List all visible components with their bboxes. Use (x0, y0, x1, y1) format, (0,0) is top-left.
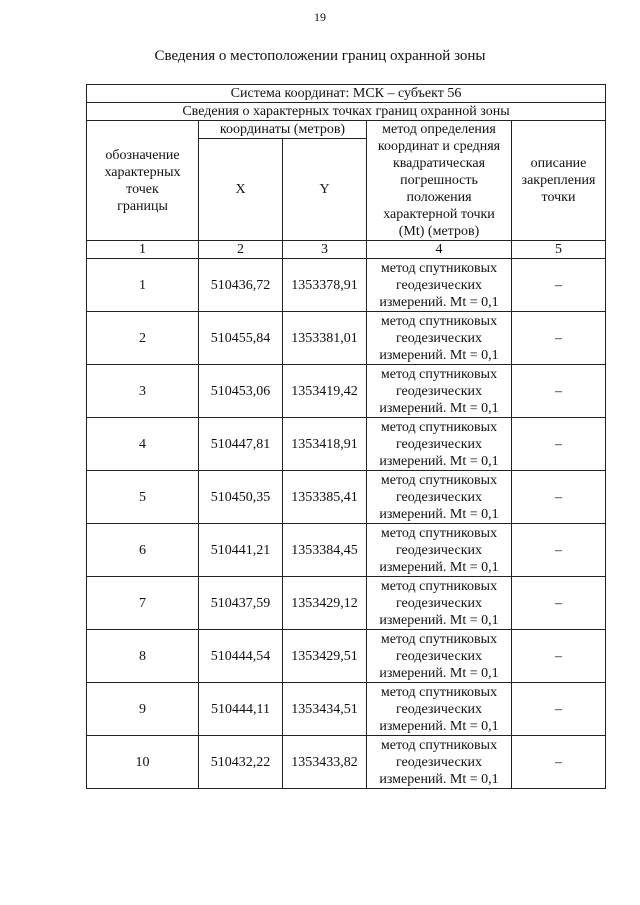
table-row (87, 630, 606, 683)
fixing-description: – (512, 683, 606, 736)
method-line: метод спутниковых (380, 419, 498, 435)
method-line: геодезических (395, 648, 482, 664)
fixing-description: – (512, 524, 606, 577)
column-number: 3 (283, 241, 367, 259)
method-line: измерений. Mt = 0,1 (379, 294, 499, 310)
method-cell (367, 736, 512, 789)
point-number: 4 (87, 418, 199, 471)
header-designation-line: обозначение (105, 147, 180, 163)
method-line: геодезических (395, 277, 482, 293)
table-row (87, 577, 606, 630)
page-number: 19 (314, 10, 326, 24)
method-line: метод спутниковых (380, 260, 498, 276)
table-body (87, 259, 606, 789)
header-description-line: описание (530, 156, 587, 171)
header-designation-line: границы (117, 198, 168, 214)
table-row (87, 312, 606, 365)
point-number: 3 (87, 365, 199, 418)
method-line: измерений. Mt = 0,1 (379, 665, 499, 681)
method-cell (367, 418, 512, 471)
method-line: геодезических (395, 330, 482, 346)
header-method-line: метод определения (382, 122, 496, 137)
fixing-description: – (512, 418, 606, 471)
header-description-line: точки (541, 190, 576, 205)
header-y: Y (283, 139, 367, 241)
header-method-line: координат и средняя (377, 139, 501, 154)
point-number: 9 (87, 683, 199, 736)
method-cell (367, 524, 512, 577)
fixing-description: – (512, 259, 606, 312)
table-row (87, 524, 606, 577)
header-description-line: закрепления (521, 173, 596, 188)
header-designation-line: точек (126, 181, 159, 197)
method-line: метод спутниковых (380, 525, 498, 541)
column-number: 4 (367, 241, 512, 259)
coord-x: 510436,72 (199, 259, 283, 312)
fixing-description: – (512, 577, 606, 630)
table-row (87, 683, 606, 736)
header-coordinates: координаты (метров) (199, 121, 367, 139)
method-line: геодезических (395, 542, 482, 558)
coord-system-header: Система координат: МСК – субъект 56 (87, 85, 606, 103)
column-number: 5 (512, 241, 606, 259)
fixing-description: – (512, 630, 606, 683)
coord-x: 510432,22 (199, 736, 283, 789)
method-line: измерений. Mt = 0,1 (379, 400, 499, 416)
method-line: метод спутниковых (380, 313, 498, 329)
coord-x: 510441,21 (199, 524, 283, 577)
method-line: метод спутниковых (380, 578, 498, 594)
coord-x: 510447,81 (199, 418, 283, 471)
method-line: метод спутниковых (380, 366, 498, 382)
method-line: геодезических (395, 489, 482, 505)
method-line: геодезических (395, 701, 482, 717)
point-number: 5 (87, 471, 199, 524)
header-designation-line: характерных (104, 164, 181, 180)
method-line: измерений. Mt = 0,1 (379, 347, 499, 363)
method-line: измерений. Mt = 0,1 (379, 453, 499, 469)
method-line: измерений. Mt = 0,1 (379, 718, 499, 734)
header-method-line: квадратическая (392, 156, 486, 171)
coord-y: 1353429,12 (283, 577, 367, 630)
point-number: 1 (87, 259, 199, 312)
method-line: измерений. Mt = 0,1 (379, 612, 499, 628)
method-line: метод спутниковых (380, 631, 498, 647)
header-method-line: положения (406, 190, 472, 205)
header-method (367, 121, 512, 241)
coord-y: 1353429,51 (283, 630, 367, 683)
fixing-description: – (512, 365, 606, 418)
boundary-points-table (86, 84, 606, 789)
header-method-line: (Mt) (метров) (398, 224, 480, 239)
method-cell (367, 471, 512, 524)
method-line: измерений. Mt = 0,1 (379, 559, 499, 575)
header-x: X (199, 139, 283, 241)
table-row (87, 418, 606, 471)
coord-y: 1353385,41 (283, 471, 367, 524)
coord-x: 510453,06 (199, 365, 283, 418)
column-number: 1 (87, 241, 199, 259)
coord-x: 510450,35 (199, 471, 283, 524)
method-line: геодезических (395, 754, 482, 770)
method-cell (367, 577, 512, 630)
method-cell (367, 312, 512, 365)
coord-x: 510455,84 (199, 312, 283, 365)
coord-y: 1353419,42 (283, 365, 367, 418)
table-row (87, 736, 606, 789)
coord-y: 1353381,01 (283, 312, 367, 365)
method-line: геодезических (395, 595, 482, 611)
method-line: измерений. Mt = 0,1 (379, 771, 499, 787)
coord-x: 510437,59 (199, 577, 283, 630)
fixing-description: – (512, 471, 606, 524)
coord-y: 1353378,91 (283, 259, 367, 312)
method-cell (367, 630, 512, 683)
header-description (512, 121, 606, 241)
point-number: 6 (87, 524, 199, 577)
document-title: Сведения о местоположении границ охранной зоны (154, 48, 486, 64)
point-number: 2 (87, 312, 199, 365)
point-number: 7 (87, 577, 199, 630)
table-row (87, 471, 606, 524)
method-cell (367, 683, 512, 736)
header-designation (87, 121, 199, 241)
method-cell (367, 365, 512, 418)
table-row (87, 259, 606, 312)
method-line: геодезических (395, 436, 482, 452)
fixing-description: – (512, 312, 606, 365)
header-method-line: характерной точки (383, 207, 495, 222)
fixing-description: – (512, 736, 606, 789)
coord-x: 510444,54 (199, 630, 283, 683)
method-cell (367, 259, 512, 312)
method-line: метод спутниковых (380, 472, 498, 488)
method-line: метод спутниковых (380, 684, 498, 700)
coord-y: 1353384,45 (283, 524, 367, 577)
method-line: метод спутниковых (380, 737, 498, 753)
coord-y: 1353418,91 (283, 418, 367, 471)
table-row (87, 365, 606, 418)
coord-y: 1353434,51 (283, 683, 367, 736)
coord-y: 1353433,82 (283, 736, 367, 789)
method-line: измерений. Mt = 0,1 (379, 506, 499, 522)
point-number: 10 (87, 736, 199, 789)
point-number: 8 (87, 630, 199, 683)
section-title-header: Сведения о характерных точках границ охранной зоны (87, 103, 606, 121)
column-number: 2 (199, 241, 283, 259)
method-line: геодезических (395, 383, 482, 399)
coord-x: 510444,11 (199, 683, 283, 736)
header-method-line: погрешность (400, 173, 478, 188)
